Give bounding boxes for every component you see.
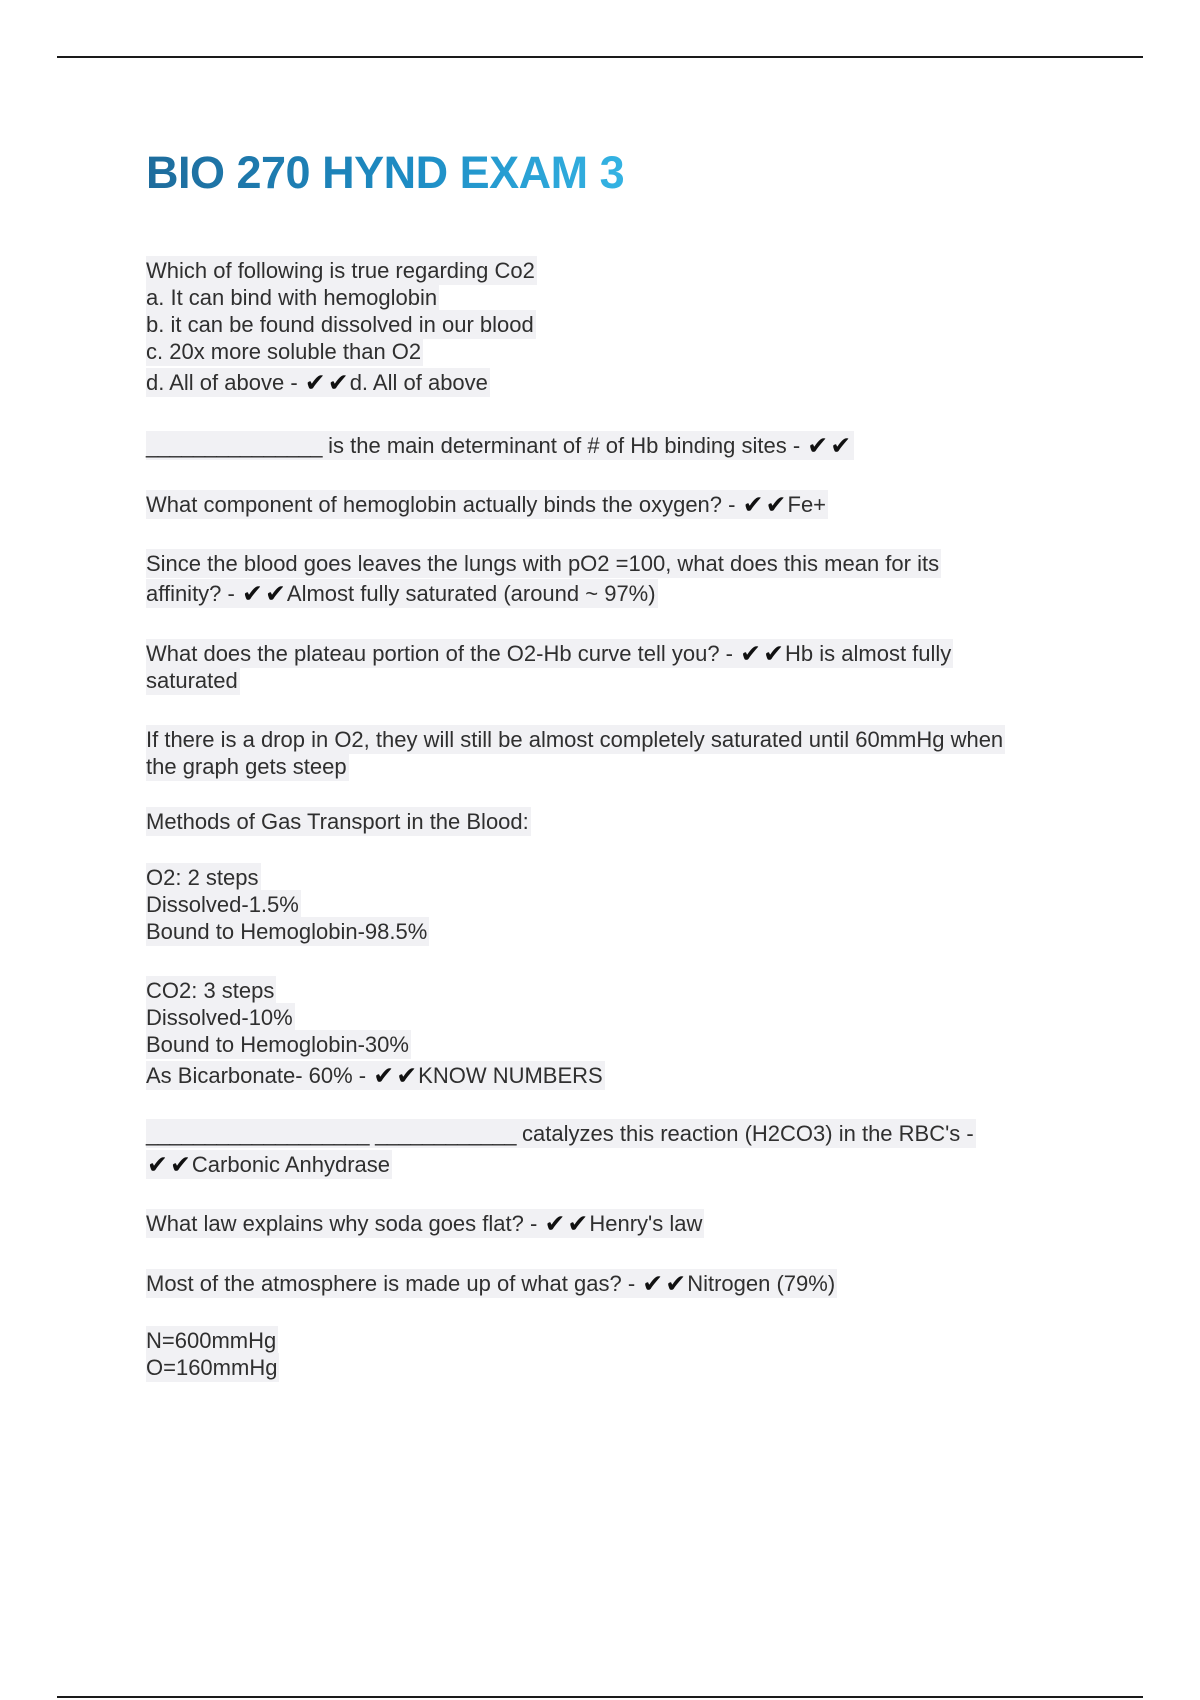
section-heading: Methods of Gas Transport in the Blood: [146, 809, 529, 834]
checkmark-icon: ✔ [396, 1061, 418, 1090]
question-text: is the main determinant of # of Hb binding sites - [322, 433, 801, 458]
checkmark-icon: ✔ [304, 368, 326, 397]
gas-transport-heading [146, 808, 1106, 835]
answer-text: Hb is almost fully [785, 641, 952, 666]
o2-transport-list [146, 864, 1106, 945]
question-text-cont: affinity? - [146, 581, 235, 606]
checkmark-icon: ✔ [544, 1209, 566, 1238]
note-text: N=600mmHg [146, 1328, 277, 1353]
note-o2-drop [146, 726, 1106, 780]
option-c: c. 20x more soluble than O2 [146, 339, 422, 364]
checkmark-icon: ✔ [740, 639, 762, 668]
checkmark-icon: ✔ [327, 368, 349, 397]
checkmark-icon: ✔ [807, 431, 829, 460]
checkmark-icon: ✔ [765, 490, 787, 519]
question-text: What does the plateau portion of the O2-Hb curve tell you? - [146, 641, 733, 666]
answer-text: d. All of above [349, 370, 488, 395]
answer-text: Almost fully saturated (around ~ 97%) [286, 581, 656, 606]
question-text: Most of the atmosphere is made up of what gas? - [146, 1271, 636, 1296]
flashcard-hb-binding-sites [146, 432, 1106, 459]
question-text: catalyzes this reaction (H2CO3) in the RBC's - [515, 1121, 974, 1146]
checkmark-icon: ✔ [567, 1209, 589, 1238]
checkmark-icon: ✔ [830, 431, 852, 460]
list-item: Dissolved-10% [146, 1005, 293, 1030]
checkmark-icon: ✔ [665, 1269, 687, 1298]
fill-in-blank: _______________ [146, 433, 323, 458]
answer-text: Nitrogen (79%) [687, 1271, 836, 1296]
answer-text: Henry's law [589, 1211, 703, 1236]
checkmark-icon: ✔ [763, 639, 785, 668]
checkmark-icon: ✔ [241, 579, 263, 608]
note-text: If there is a drop in O2, they will still be almost completely saturated until 60mmHg when [146, 727, 1004, 752]
list-item: As Bicarbonate- 60% - [146, 1063, 367, 1088]
co2-transport-list [146, 977, 1106, 1089]
checkmark-icon: ✔ [373, 1061, 395, 1090]
bottom-rule [57, 1696, 1143, 1698]
flashcard-affinity [146, 550, 1106, 607]
document-title: BIO 270 HYND EXAM 3 [146, 147, 625, 198]
fill-in-blank: ___________________ [146, 1121, 369, 1146]
checkmark-icon: ✔ [147, 1150, 168, 1179]
flashcard-hemoglobin-component [146, 491, 1106, 518]
checkmark-icon: ✔ [169, 1150, 191, 1179]
checkmark-icon: ✔ [264, 579, 286, 608]
list-title: CO2: 3 steps [146, 978, 275, 1003]
list-item: Bound to Hemoglobin-30% [146, 1032, 409, 1057]
option-b: b. it can be found dissolved in our blood [146, 312, 534, 337]
question-text: Since the blood goes leaves the lungs with pO2 =100, what does this mean for its [146, 551, 940, 576]
answer-text-cont: saturated [146, 668, 238, 693]
option-a: a. It can bind with hemoglobin [146, 285, 438, 310]
question-text: What component of hemoglobin actually binds the oxygen? - [146, 492, 736, 517]
list-item: Dissolved-1.5% [146, 892, 299, 917]
question-text: Which of following is true regarding Co2 [146, 258, 535, 283]
flashcard-co2-truth [146, 257, 1106, 396]
question-text: What law explains why soda goes flat? - [146, 1211, 538, 1236]
option-d: d. All of above - [146, 370, 298, 395]
note-partial-pressures [146, 1327, 1106, 1381]
fill-in-blank: ____________ [375, 1121, 516, 1146]
flashcard-henrys-law [146, 1210, 1106, 1237]
note-text-cont: the graph gets steep [146, 754, 347, 779]
answer-text: Fe+ [787, 492, 827, 517]
top-rule [57, 56, 1143, 58]
checkmark-icon: ✔ [642, 1269, 664, 1298]
note-text: O=160mmHg [146, 1355, 278, 1380]
answer-text: KNOW NUMBERS [418, 1063, 603, 1088]
flashcard-atmosphere-gas [146, 1270, 1106, 1297]
checkmark-icon: ✔ [742, 490, 764, 519]
list-item: Bound to Hemoglobin-98.5% [146, 919, 428, 944]
flashcard-plateau [146, 640, 1106, 694]
flashcard-carbonic-anhydrase [146, 1120, 1106, 1178]
list-title: O2: 2 steps [146, 865, 259, 890]
answer-text: Carbonic Anhydrase [191, 1152, 391, 1177]
